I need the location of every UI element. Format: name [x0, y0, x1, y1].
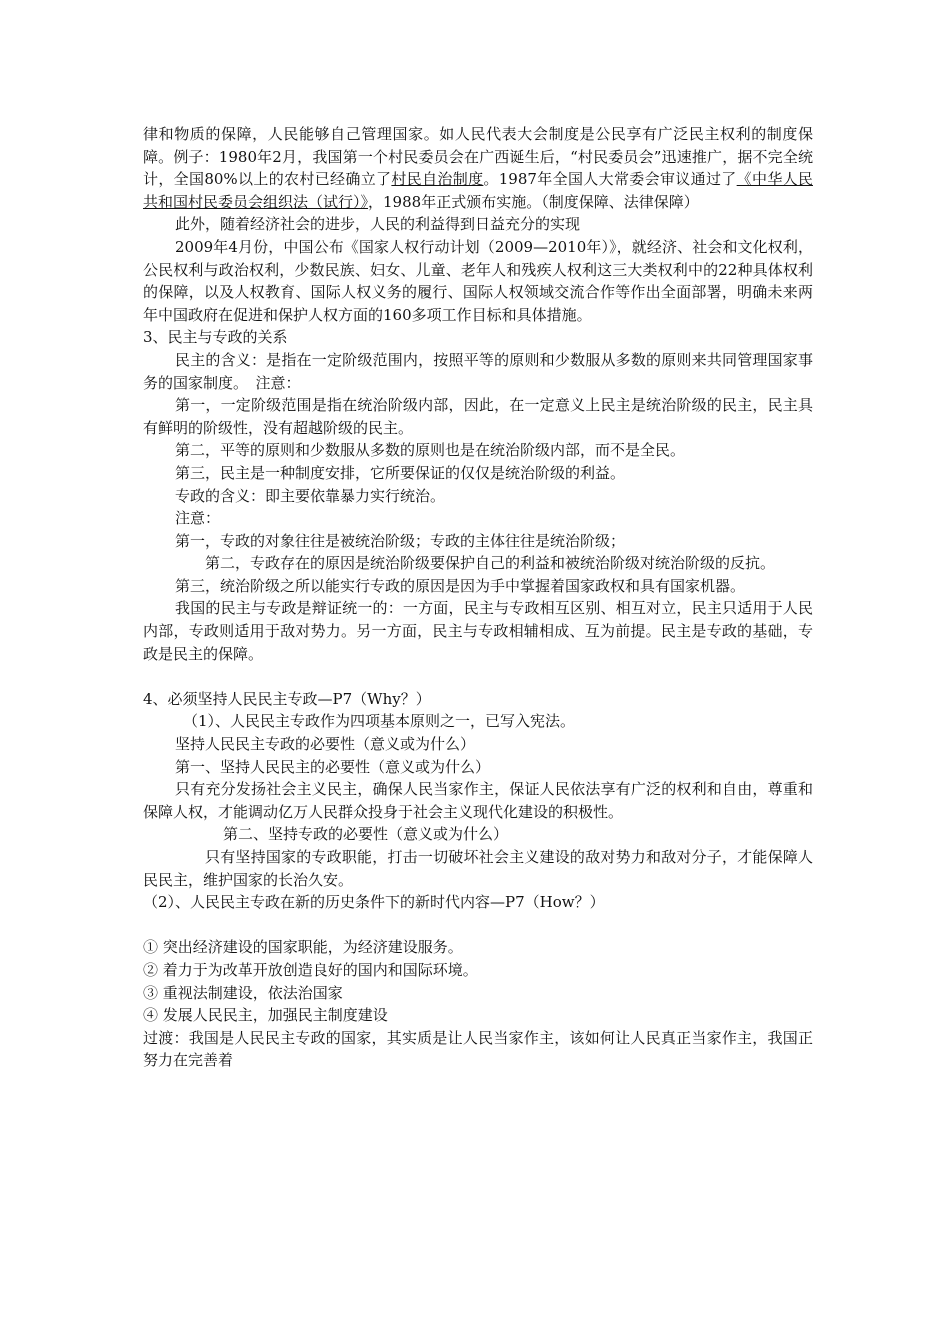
paragraph-dictatorship-necessity: 第二、坚持专政的必要性（意义或为什么） — [223, 825, 509, 844]
paragraph-dictatorship-definition: 专政的含义：即主要依靠暴力实行统治。 — [175, 486, 446, 505]
paragraph-new-era-content: （2）、人民民主专政在新的历史条件下的新时代内容—P7（How？） — [143, 893, 605, 912]
paragraph-interests: 此外，随着经济社会的进步，人民的利益得到日益充分的实现 — [175, 215, 581, 234]
underlined-village-autonomy: 村民自治制度 — [391, 170, 484, 189]
list-item: ④ 发展人民民主，加强民主制度建设 — [143, 1006, 388, 1025]
blank-line — [143, 665, 813, 688]
list-item: ① 突出经济建设的国家职能，为经济建设服务。 — [143, 938, 463, 957]
paragraph-democracy-necessity: 第一、坚持人民民主的必要性（意义或为什么） — [175, 757, 491, 776]
section-heading-4: 4、必须坚持人民民主专政—P7（Why？） — [143, 689, 431, 708]
section-heading-3: 3、民主与专政的关系 — [143, 328, 288, 347]
paragraph-dictatorship-note-3: 第三，统治阶级之所以能实行专政的原因是因为手中掌握着国家政权和具有国家机器。 — [175, 576, 746, 595]
paragraph-democracy-note-3: 第三，民主是一种制度安排，它所要保证的仅仅是统治阶级的利益。 — [175, 463, 626, 482]
document-page — [143, 123, 813, 1072]
paragraph-democracy-note-1: 第一，一定阶级范围是指在统治阶级内部，因此，在一定意义上民主是统治阶级的民主，民主具有鲜明的阶级性，没有超越阶级的民主。 — [143, 396, 813, 437]
paragraph-dictatorship-note-2: 第二，专政存在的原因是统治阶级要保护自己的利益和被统治阶级对统治阶级的反抗。 — [205, 554, 776, 573]
paragraph-democracy-definition: 民主的含义：是指在一定阶级范围内，按照平等的原则和少数服从多数的原则来共同管理国家事务的国家制度。 注意： — [143, 350, 813, 392]
list-item: ② 着力于为改革开放创造良好的国内和国际环境。 — [143, 960, 478, 979]
underlined-organic-law: 《中华人民共和国村民委员会组织法（试行）》 — [143, 170, 813, 211]
paragraph-village-committee: 律和物质的保障，人民能够自己管理国家。如人民代表大会制度是公民享有广泛民主权利的制度保障。例子：1980年2月，我国第一个村民委员会在广西诞生后，“村民委员会”迅速推广，据不完全统计，全国80%以上的农村已经确立了村民自治制度。1987年全国人大常委会审议通过了《中华人民共和国村民委员会组织法（试行）》，1988年正式颁布实施。（制度保障、法律保障） — [143, 125, 813, 211]
blank-line — [143, 914, 813, 937]
paragraph-human-rights-plan: 2009年4月份，中国公布《国家人权行动计划（2009—2010年）》，就经济、社会和文化权利，公民权利与政治权利，少数民族、妇女、儿童、老年人和残疾人权利这三大类权利中的22种具体权利的保障，以及人权教育、国际人权义务的履行、国际人权领域交流合作等作出全面部署，明确未来两年中国政府在促进和保护人权方面的160多项工作目标和具体措施。 — [143, 237, 813, 324]
paragraph-transition: 过渡：我国是人民民主专政的国家，其实质是让人民当家作主，该如何让人民真正当家作主，我国正努力在完善着 — [143, 1028, 813, 1070]
paragraph-necessity-heading: 坚持人民民主专政的必要性（意义或为什么） — [175, 735, 476, 754]
paragraph-dictatorship-necessity-body: 只有坚持国家的专政职能，打击一切破坏社会主义建设的敌对势力和敌对分子，才能保障人民民主，维护国家的长治久安。 — [143, 848, 813, 889]
paragraph-democracy-necessity-body: 只有充分发扬社会主义民主，确保人民当家作主，保证人民依法享有广泛的权利和自由，尊重和保障人权，才能调动亿万人民群众投身于社会主义现代化建设的积极性。 — [143, 780, 813, 821]
paragraph-note-label: 注意： — [175, 509, 221, 528]
paragraph-dictatorship-note-1: 第一，专政的对象往往是被统治阶级；专政的主体往往是统治阶级； — [175, 531, 626, 550]
paragraph-constitution: （1）、人民民主专政作为四项基本原则之一，已写入宪法。 — [183, 712, 576, 731]
paragraph-democracy-note-2: 第二，平等的原则和少数服从多数的原则也是在统治阶级内部，而不是全民。 — [175, 441, 686, 460]
paragraph-dialectical-unity: 我国的民主与专政是辩证统一的：一方面，民主与专政相互区别、相互对立，民主只适用于人民内部，专政则适用于敌对势力。另一方面，民主与专政相辅相成、互为前提。民主是专政的基础，专政是民主的保障。 — [143, 599, 813, 663]
list-item: ③ 重视法制建设，依法治国家 — [143, 983, 343, 1002]
